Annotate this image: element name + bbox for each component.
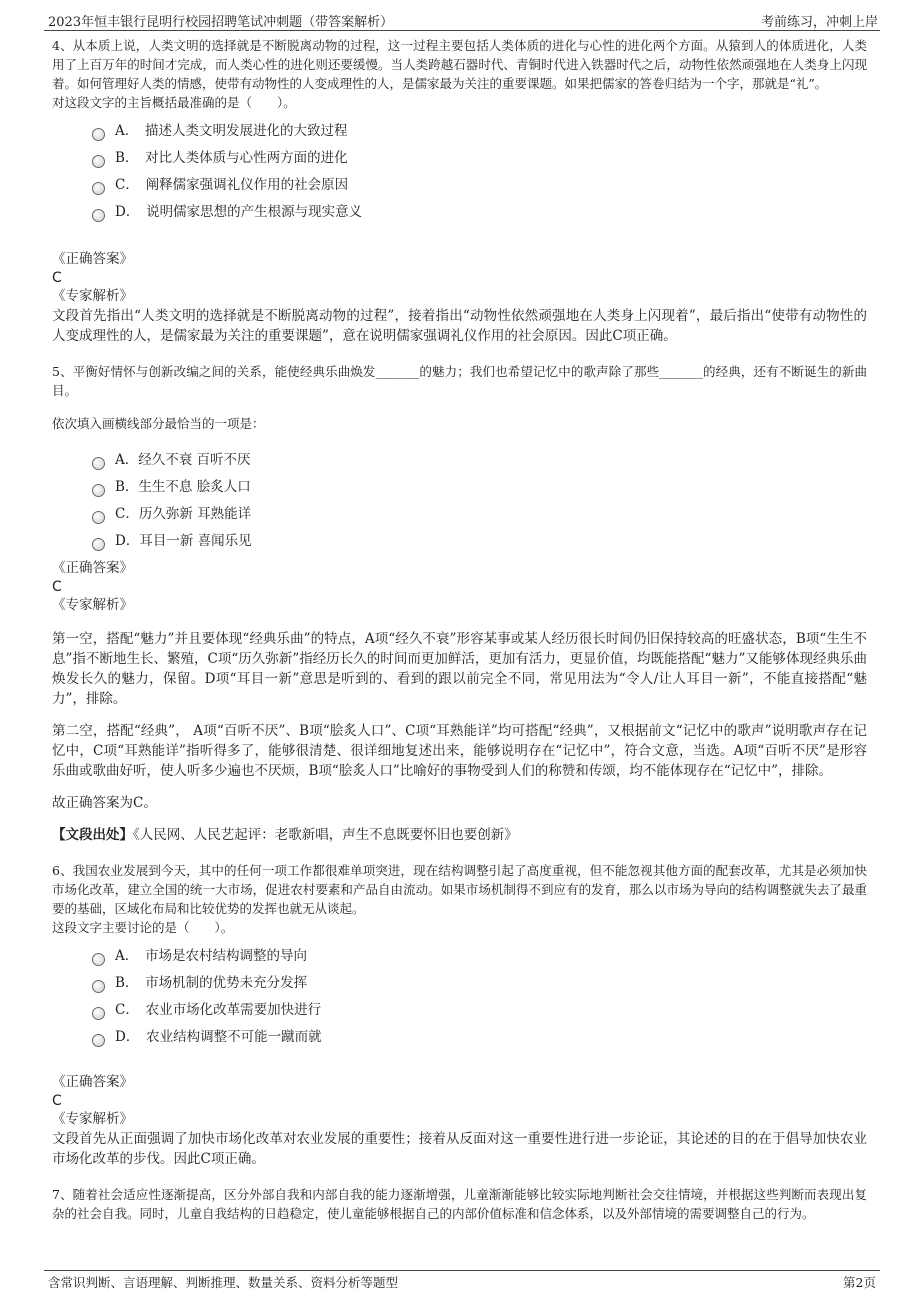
option-d[interactable] <box>92 199 867 226</box>
question-6 <box>52 861 867 1169</box>
answer-value: C <box>52 579 62 595</box>
option-label: B． 市场机制的优势未充分发挥 <box>115 975 308 991</box>
question-prompt: 对这段文字的主旨概括最准确的是（ ）。 <box>52 95 296 110</box>
question-text: 6、我国农业发展到今天，其中的任何一项工作都很难单项突进，现在结构调整引起了高度重视，但不能忽视其他方面的配套改革，尤其是必须加快市场化改革，建立全国的统一大市场，促进农村要素和产品自由流动。如果市场机制得不到应有的发育，那么以市场为导向的结构调整就失去了最重要的基础，区域化布局和比较优势的发挥也就无从谈起。 <box>52 863 867 916</box>
radio-icon[interactable] <box>92 155 105 168</box>
radio-icon[interactable] <box>92 209 105 222</box>
analysis-heading: 《专家解析》 <box>52 288 133 304</box>
footer-rule <box>44 1270 880 1271</box>
question-5 <box>52 362 867 845</box>
option-c[interactable] <box>92 172 867 199</box>
option-label: C． 农业市场化改革需要加快进行 <box>115 1002 322 1018</box>
page-header <box>0 0 920 28</box>
source-label: 【文段出处】 <box>52 827 133 843</box>
question-4 <box>52 36 867 346</box>
document-title: 2023年恒丰银行昆明行校园招聘笔试冲刺题（带答案解析） <box>48 15 394 30</box>
question-prompt: 依次填入画横线部分最恰当的一项是： <box>52 416 265 431</box>
option-label: C．历久弥新 耳熟能详 <box>115 506 252 522</box>
option-list <box>92 943 867 1051</box>
option-label: B．生生不息 脍炙人口 <box>115 479 251 495</box>
radio-icon[interactable] <box>92 128 105 141</box>
answer-value: C <box>52 1093 62 1109</box>
analysis-paragraph: 第二空，搭配“经典”， A项“百听不厌”、B项“脍炙人口”、C项“耳熟能详”均可搭配“经典”，又根据前文“记忆中的歌声”说明歌声存在记忆中，C项“耳熟能详”指听得多了，能够很清楚、很详细地复述出来，能够说明存在“记忆中”，符合文意，当选。A项“百听不厌”是形容乐曲或歌曲好听，使人听多少遍也不厌烦，B项“脍炙人口”比喻好的事物受到人们的称赞和传颂，均不能体现存在“记忆中”，排除。 <box>52 723 867 779</box>
page-number: 第2页 <box>843 1275 876 1290</box>
source-citation <box>52 825 867 845</box>
question-7 <box>52 1185 867 1223</box>
option-label: A． 市场是农村结构调整的导向 <box>115 948 307 964</box>
option-list <box>92 118 867 226</box>
radio-icon[interactable] <box>92 457 105 470</box>
option-c[interactable] <box>92 997 867 1024</box>
option-label: A． 描述人类文明发展进化的大致过程 <box>115 123 348 139</box>
header-rule <box>44 30 880 31</box>
radio-icon[interactable] <box>92 1007 105 1020</box>
option-label: D． 农业结构调整不可能一蹴而就 <box>115 1029 322 1045</box>
page-content <box>52 36 867 1223</box>
option-label: D．耳目一新 喜闻乐见 <box>115 533 252 549</box>
radio-icon[interactable] <box>92 953 105 966</box>
option-a[interactable] <box>92 943 867 970</box>
option-label: A．经久不衰 百听不厌 <box>115 452 251 468</box>
source-text: 《人民网、人民艺起评：老歌新唱，声生不息既要怀旧也要创新》 <box>133 827 518 843</box>
question-text: 7、随着社会适应性逐渐提高，区分外部自我和内部自我的能力逐渐增强，儿童渐渐能够比较实际地判断社会交往情境，并根据这些判断而表现出复杂的社会自我。同时，儿童自我结构的日趋稳定，使儿童能够根据自己的内部价值标准和信念体系，以及外部情境的需要调整自己的行为。 <box>52 1187 867 1221</box>
option-c[interactable] <box>92 501 867 528</box>
answer-heading: 《正确答案》 <box>52 1074 133 1090</box>
analysis-conclusion: 故正确答案为C。 <box>52 795 157 811</box>
question-prompt: 这段文字主要讨论的是（ ）。 <box>52 920 234 935</box>
analysis-text: 文段首先指出“人类文明的选择就是不断脱离动物的过程”，接着指出“动物性依然顽强地在人类身上闪现着”，最后指出“使带有动物性的人变成理性的人，是儒家最为关注的重要课题”，意在说明儒家强调礼仪作用的社会原因。因此C项正确。 <box>52 308 867 344</box>
analysis-heading: 《专家解析》 <box>52 1111 133 1127</box>
option-a[interactable] <box>92 447 867 474</box>
option-b[interactable] <box>92 970 867 997</box>
option-label: D． 说明儒家思想的产生根源与现实意义 <box>115 204 363 220</box>
answer-value: C <box>52 270 62 286</box>
option-d[interactable] <box>92 1024 867 1051</box>
option-d[interactable] <box>92 528 867 555</box>
radio-icon[interactable] <box>92 511 105 524</box>
answer-heading: 《正确答案》 <box>52 560 133 576</box>
radio-icon[interactable] <box>92 538 105 551</box>
header-slogan: 考前练习，冲刺上岸 <box>760 15 878 30</box>
radio-icon[interactable] <box>92 182 105 195</box>
option-b[interactable] <box>92 145 867 172</box>
option-label: B． 对比人类体质与心性两方面的进化 <box>115 150 348 166</box>
analysis-paragraph: 第一空，搭配“魅力”并且要体现“经典乐曲”的特点，A项“经久不衰”形容某事或某人经历很长时间仍旧保持较高的旺盛状态，B项“生生不息”指不断地生长、繁殖，C项“历久弥新”指经历长久的时间而更加鲜活，更加有活力，更显价值，均既能搭配“魅力”又能够体现经典乐曲焕发长久的魅力，保留。D项“耳目一新”意思是听到的、看到的跟以前完全不同，常见用法为“令人/让人耳目一新”，不能直接搭配“魅力”，排除。 <box>52 631 867 707</box>
option-list <box>92 447 867 555</box>
radio-icon[interactable] <box>92 1034 105 1047</box>
radio-icon[interactable] <box>92 484 105 497</box>
page-footer <box>0 1262 920 1302</box>
option-label: C． 阐释儒家强调礼仪作用的社会原因 <box>115 177 349 193</box>
question-text: 4、从本质上说，人类文明的选择就是不断脱离动物的过程，这一过程主要包括人类体质的进化与心性的进化两个方面。从猿到人的体质进化，人类用了上百万年的时间才完成，而人类心性的进化则还要缓慢。当人类跨越石器时代、青铜时代进入铁器时代之后，动物性依然顽强地在人类身上闪现着。如何管理好人类的情感，使带有动物性的人变成理性的人，是儒家最为关注的重要课题。如果把儒家的答卷归结为一个字，那就是“礼”。 <box>52 38 867 91</box>
answer-heading: 《正确答案》 <box>52 251 133 267</box>
question-text: 5、平衡好情怀与创新改编之间的关系，能使经典乐曲焕发_______的魅力；我们也希望记忆中的歌声除了那些_______的经典，还有不断诞生的新曲目。 <box>52 364 867 398</box>
radio-icon[interactable] <box>92 980 105 993</box>
option-b[interactable] <box>92 474 867 501</box>
analysis-text: 文段首先从正面强调了加快市场化改革对农业发展的重要性；接着从反面对这一重要性进行进一步论证，其论述的目的在于倡导加快农业市场化改革的步伐。因此C项正确。 <box>52 1131 867 1167</box>
option-a[interactable] <box>92 118 867 145</box>
analysis-heading: 《专家解析》 <box>52 597 133 613</box>
footer-note: 含常识判断、言语理解、判断推理、数量关系、资料分析等题型 <box>48 1275 399 1290</box>
